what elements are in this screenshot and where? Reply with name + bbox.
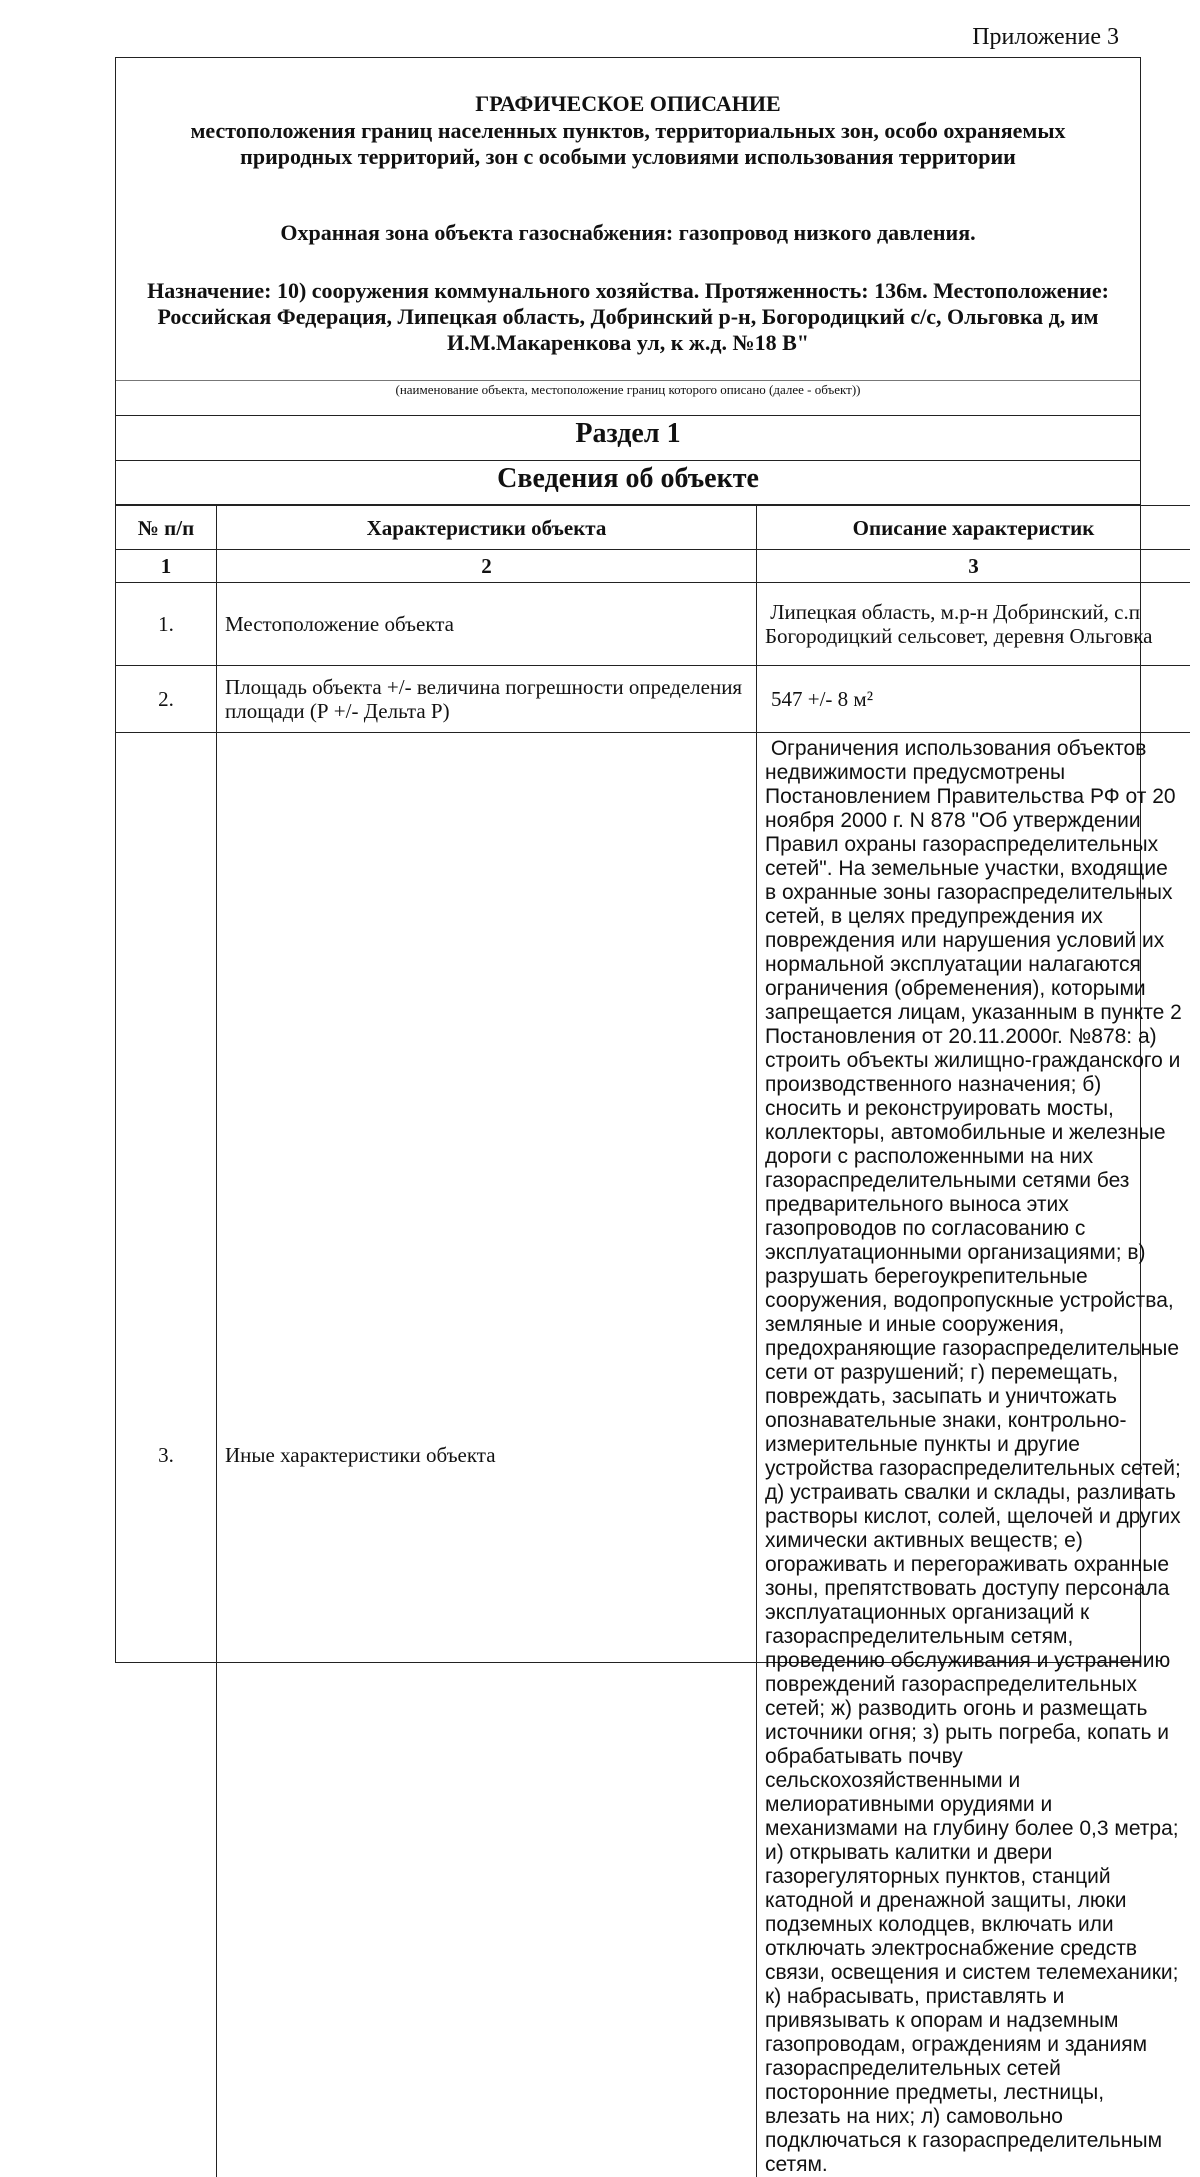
- column-number: 3: [757, 550, 1191, 583]
- object-purpose-location: Назначение: 10) сооружения коммунального хозяйства. Протяженность: 136м. Местоположение: Российская Федерация, Липецкая область, Добринский р-н, Богородицкий с/с, Ольговка д, им И.М.Макаренкова ул, к ж.д. №18 В": [136, 278, 1120, 356]
- row-characteristic: Иные характеристики объекта: [217, 733, 757, 2177]
- row-description: 547 +/- 8 м²: [757, 666, 1191, 733]
- section-number: Раздел 1: [116, 418, 1140, 450]
- table-header-row: [116, 506, 1190, 550]
- row-description: Липецкая область, м.р-н Добринский, с.п Богородицкий сельсовет, деревня Ольговка: [757, 583, 1191, 666]
- row-number: 2.: [116, 666, 217, 733]
- table-row: [116, 666, 1190, 733]
- object-info-table: [116, 505, 1190, 2177]
- document-title: ГРАФИЧЕСКОЕ ОПИСАНИЕ: [116, 91, 1140, 117]
- document-header: [116, 58, 1140, 380]
- table-row: [116, 583, 1190, 666]
- object-caption: (наименование объекта, местоположение границ которого описано (далее - объект)): [116, 382, 1140, 398]
- zone-description: Охранная зона объекта газоснабжения: газопровод низкого давления.: [116, 220, 1140, 246]
- column-number-row: [116, 550, 1190, 583]
- table-row: [116, 733, 1190, 2177]
- column-number: 2: [217, 550, 757, 583]
- document-frame: [115, 57, 1141, 1663]
- document-subtitle: местоположения границ населенных пунктов, территориальных зон, особо охраняемых природных территорий, зон с особыми условиями использования территории: [136, 118, 1120, 170]
- caption-divider: [116, 380, 1140, 381]
- section-divider-top: [116, 415, 1140, 416]
- row-characteristic: Площадь объекта +/- величина погрешности определения площади (Р +/- Дельта Р): [217, 666, 757, 733]
- header-characteristic: Характеристики объекта: [217, 506, 757, 550]
- row-description: Ограничения использования объектов недвижимости предусмотрены Постановлением Правительства РФ от 20 ноября 2000 г. N 878 "Об утверждении Правил охраны газораспределительных сетей". На земельные участки, входящие в охранные зоны газораспределительных сетей, в целях предупреждения их повреждения или нарушения условий их нормальной эксплуатации налагаются ограничения (обременения), которыми запрещается лицам, указанным в пункте 2 Постановления от 20.11.2000г. №878: а) строить объекты жилищно-гражданского и производственного назначения; б) сносить и реконструировать мосты, коллекторы, автомобильные и железные дороги с расположенными на них газораспределительными сетями без предварительного выноса этих газопроводов по согласованию с эксплуатационными организациями; в) разрушать берегоукрепительные сооружения, водопропускные устройства, земляные и иные сооружения, предохраняющие газораспределительные сети от разрушений; г) перемещать, повреждать, засыпать и уничтожать опознавательные знаки, контрольно-измерительные пункты и другие устройства газораспределительных сетей; д) устраивать свалки и склады, разливать растворы кислот, солей, щелочей и других химически активных веществ; е) огораживать и перегораживать охранные зоны, препятствовать доступу персонала эксплуатационных организаций к газораспределительным сетям, проведению обслуживания и устранению повреждений газораспределительных сетей; ж) разводить огонь и размещать источники огня; з) рыть погреба, копать и обрабатывать почву сельскохозяйственными и мелиоративными орудиями и механизмами на глубину более 0,3 метра; и) открывать калитки и двери газорегуляторных пунктов, станций катодной и дренажной защиты, люки подземных колодцев, включать или отключать электроснабжение средств связи, освещения и систем телемеханики; к) набрасывать, приставлять и привязывать к опорам и надземным газопроводам, ограждениям и зданиям газораспределительных сетей посторонние предметы, лестницы, влезать на них; л) самовольно подключаться к газораспределительным сетям.: [757, 733, 1191, 2177]
- appendix-label: Приложение 3: [972, 24, 1119, 51]
- section-title: Сведения об объекте: [116, 463, 1140, 495]
- section-divider-middle: [116, 460, 1140, 461]
- row-characteristic: Местоположение объекта: [217, 583, 757, 666]
- row-number: 1.: [116, 583, 217, 666]
- header-number: № п/п: [116, 506, 217, 550]
- header-description: Описание характеристик: [757, 506, 1191, 550]
- column-number: 1: [116, 550, 217, 583]
- row-number: 3.: [116, 733, 217, 2177]
